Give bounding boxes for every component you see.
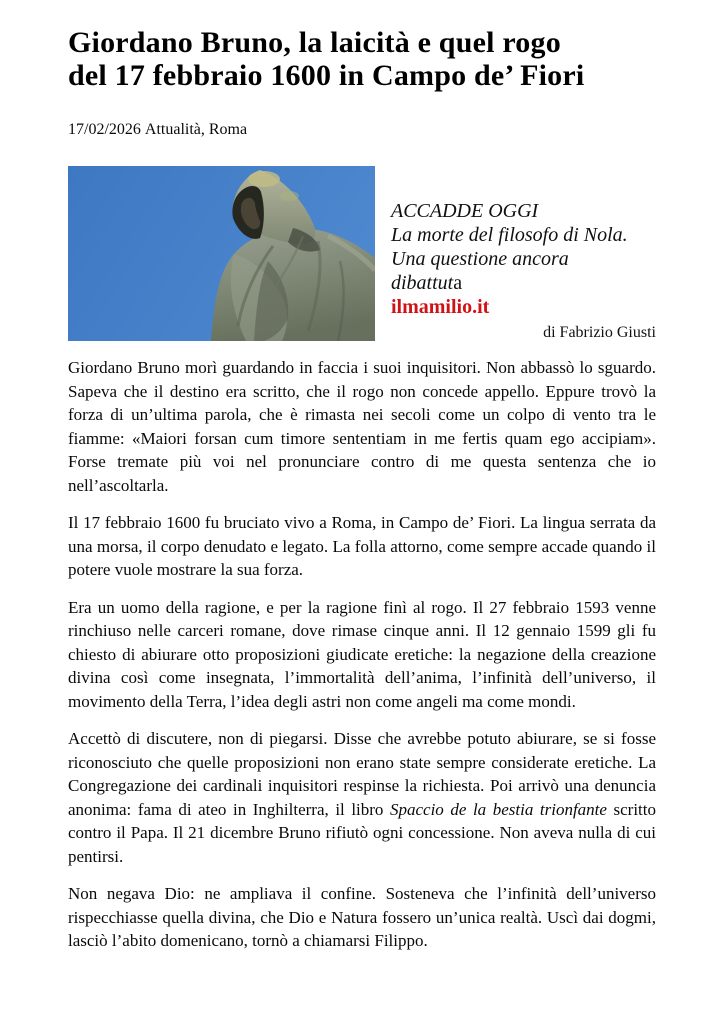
article-title bbox=[68, 26, 656, 92]
author-byline: di Fabrizio Giusti bbox=[543, 324, 656, 341]
site-link[interactable]: ilmamilio.it bbox=[391, 296, 490, 318]
photo-caption bbox=[375, 166, 656, 342]
media-row bbox=[68, 166, 656, 341]
paragraph-3: Era un uomo della ragione, e per la ragione finì al rogo. Il 27 febbraio 1593 venne rinchiuso nelle carceri romane, dove rimase cinque anni. Il 12 gennaio 1599 gli fu chiesto di abiurare otto proposizioni giudicate eretiche: la negazione della creazione divina così come insegnata, l’immortalità dell’anima, l’infinità dell’universo, il movimento della Terra, l’idea degli astri non come angeli ma come mondi. bbox=[68, 597, 656, 711]
paragraph-4: Accettò di discutere, non di piegarsi. Disse che avrebbe potuto abiurare, se si fosse riconosciuto che quelle proposizioni non erano state sempre considerate eretiche. La Congregazione dei cardinali inquisitori respinse la richiesta. Poi arrivò una denuncia anonima: fama di ateo in Inghilterra, il libro Spaccio de la bestia trionfante scritto contro il Papa. Il 21 dicembre Bruno rifiutò ogni concessione. Non aveva nulla di cui pentirsi. bbox=[68, 729, 656, 866]
caption-line-1: La morte del filosofo di Nola. bbox=[391, 224, 628, 246]
article-body bbox=[68, 356, 656, 953]
article-meta bbox=[68, 122, 656, 138]
paragraph-1: Giordano Bruno morì guardando in faccia i suoi inquisitori. Non abbassò lo sguardo. Sapeva che il destino era scritto, che il rogo non concede appello. Eppure trovò la forza di un’ultima parola, che è rimasta nei secoli come un colpo di vento tra le fiamme: «Maiori forsan cum timore sententiam in me fertis quam ego accipiam». Forse tremate più voi nel pronunciare contro di me questa sentenza che io nell’ascoltarla. bbox=[68, 358, 656, 495]
giordano-bruno-statue-photo bbox=[68, 166, 375, 341]
article-title-line2: del 17 febbraio 1600 in Campo de’ Fiori bbox=[68, 59, 585, 92]
article-category: Attualità, Roma bbox=[144, 121, 248, 138]
paragraph-5: Non negava Dio: ne ampliava il confine. Sosteneva che l’infinità dell’universo rispecchiasse quella divina, che Dio e Natura fossero un’unica realtà. Uscì dai dogmi, lasciò l’abito domenicano, tornò a chiamarsi Filippo. bbox=[68, 884, 656, 950]
caption-line-2: Una questione ancora bbox=[391, 248, 569, 270]
statue-photo-graphic bbox=[68, 166, 375, 341]
article-title-line1: Giordano Bruno, la laicità e quel rogo bbox=[68, 26, 561, 59]
paragraph-2: Il 17 febbraio 1600 fu bruciato vivo a Roma, in Campo de’ Fiori. La lingua serrata da una morsa, il corpo denudato e legato. La folla attorno, come sempre accade quando il potere vuole mostrare la sua forza. bbox=[68, 513, 656, 579]
book-title-italic: Spaccio de la bestia trionfante bbox=[389, 799, 607, 819]
caption-line-3: dibattuta bbox=[391, 272, 463, 294]
article-date: 17/02/2026 bbox=[68, 121, 141, 138]
caption-kicker: ACCADDE OGGI bbox=[391, 200, 539, 222]
